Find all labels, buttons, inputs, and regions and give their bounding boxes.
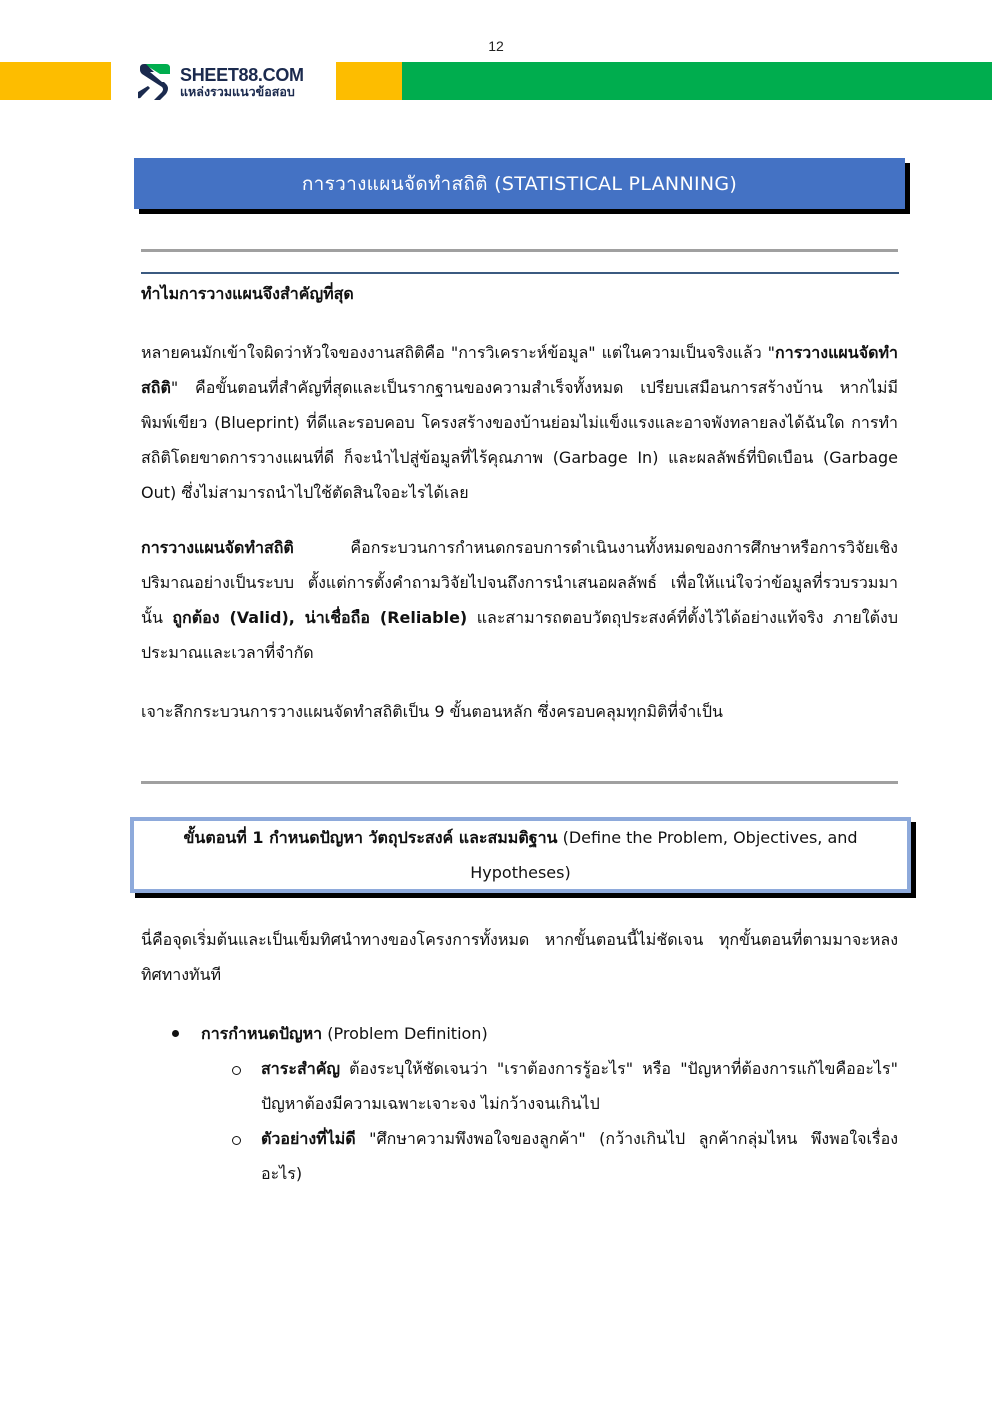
step-1-intro: นี่คือจุดเริ่มต้นและเป็นเข็มทิศนำทางของโครงการทั้งหมด หากขั้นตอนนี้ไม่ชัดเจน ทุกขั้นตอนที่ตามมาจะหลงทิศทางทันที bbox=[141, 930, 898, 984]
sub-list-item-text bbox=[261, 1051, 898, 1121]
divider-navy bbox=[141, 272, 899, 274]
list-item bbox=[172, 1016, 898, 1051]
para-text: และสามารถตอบวัตถุประสงค์ที่ตั้งไว้ได้อย่างแท้จริง ภายใต้งบประมาณและเวลาที่จำกัด bbox=[141, 608, 898, 662]
title-banner bbox=[134, 158, 905, 209]
step-1-heading bbox=[168, 820, 873, 890]
sub-item-bold: สาระสำคัญ bbox=[261, 1059, 341, 1078]
nine-steps-paragraph: เจาะลึกกระบวนการวางแผนจัดทำสถิติเป็น 9 ขั้นตอนหลัก ซึ่งครอบคลุมทุกมิติที่จำเป็น bbox=[141, 702, 723, 721]
list-item-bold: การกำหนดปัญหา bbox=[201, 1024, 323, 1043]
page-number: 12 bbox=[488, 38, 504, 54]
header-bar-orange-left bbox=[0, 62, 111, 100]
step-1-title-thai: ขั้นตอนที่ 1 กำหนดปัญหา วัตถุประสงค์ และสมมติฐาน bbox=[183, 828, 558, 847]
step-1-box bbox=[130, 817, 911, 893]
para-bold-term: การวางแผนจัดทำสถิติ bbox=[141, 538, 294, 557]
sub-list-item-text bbox=[261, 1121, 898, 1191]
logo-title: SHEET88.COM bbox=[180, 64, 304, 85]
step-1-title-english: (Define the Problem, Objectives, and Hypotheses) bbox=[470, 828, 858, 882]
sub-item-normal: "ศึกษาความพึงพอใจของลูกค้า" (กว้างเกินไป ลูกค้ากลุ่มไหน พึงพอใจเรื่องอะไร) bbox=[261, 1129, 898, 1183]
definition-paragraph bbox=[141, 530, 898, 670]
bullet-icon bbox=[172, 1030, 179, 1037]
sub-item-normal: ต้องระบุให้ชัดเจนว่า "เราต้องการรู้อะไร" หรือ "ปัญหาที่ต้องการแก้ไขคืออะไร" ปัญหาต้องมีความเฉพาะเจาะจง ไม่กว้างจนเกินไป bbox=[261, 1059, 898, 1113]
section-heading: ทำไมการวางแผนจึงสำคัญที่สุด bbox=[141, 284, 354, 303]
intro-paragraph bbox=[141, 335, 898, 510]
header-bar-orange-right bbox=[336, 62, 402, 100]
sub-item-bold: ตัวอย่างที่ไม่ดี bbox=[261, 1129, 356, 1148]
para-text: " คือขั้นตอนที่สำคัญที่สุดและเป็นรากฐานของความสำเร็จทั้งหมด เปรียบเสมือนการสร้างบ้าน หากไม่มีพิมพ์เขียว (Blueprint) ที่ดีและรอบคอบ โครงสร้างของบ้านย่อมไม่แข็งแรงและอาจพังทลายลงได้ฉันใด การทำสถิติโดยขาดการวางแผนที่ดี ก็จะนำไปสู่ข้อมูลที่ไร้คุณภาพ (Garbage In) และผลลัพธ์ที่บิดเบือน (Garbage Out) ซึ่งไม่สามารถนำไปใช้ตัดสินใจอะไรได้เลย bbox=[141, 378, 898, 502]
list-item-normal: (Problem Definition) bbox=[322, 1024, 488, 1043]
header-bar-green bbox=[402, 62, 992, 100]
hollow-bullet-icon bbox=[232, 1136, 241, 1145]
sub-list-item bbox=[232, 1051, 898, 1121]
divider-gray-top bbox=[141, 249, 898, 252]
list-item-text bbox=[201, 1016, 488, 1051]
para-bold-term: การวางแผนจัดทำสถิติ bbox=[141, 343, 898, 397]
para-text: หลายคนมักเข้าใจผิดว่าหัวใจของงานสถิติคือ "การวิเคราะห์ข้อมูล" แต่ในความเป็นจริงแล้ว " bbox=[141, 343, 776, 362]
sheet88-logo bbox=[136, 60, 326, 104]
logo-subtitle: แหล่งรวมแนวข้อสอบ bbox=[180, 84, 295, 99]
divider-gray-bottom bbox=[141, 781, 898, 784]
para-bold-term: ถูกต้อง (Valid), น่าเชื่อถือ (Reliable) bbox=[172, 608, 468, 627]
page-title: การวางแผนจัดทำสถิติ (STATISTICAL PLANNING) bbox=[301, 172, 738, 195]
para-text: คือกระบวนการกำหนดกรอบการดำเนินงานทั้งหมดของการศึกษาหรือการวิจัยเชิงปริมาณอย่างเป็นระบบ ตั้งแต่การตั้งคำถามวิจัยไปจนถึงการนำเสนอผลลัพธ์ เพื่อให้แน่ใจว่าข้อมูลที่รวบรวมมานั้น bbox=[141, 538, 898, 627]
sheet88-logo-icon bbox=[136, 62, 172, 102]
sub-list-item bbox=[232, 1121, 898, 1191]
hollow-bullet-icon bbox=[232, 1066, 241, 1075]
